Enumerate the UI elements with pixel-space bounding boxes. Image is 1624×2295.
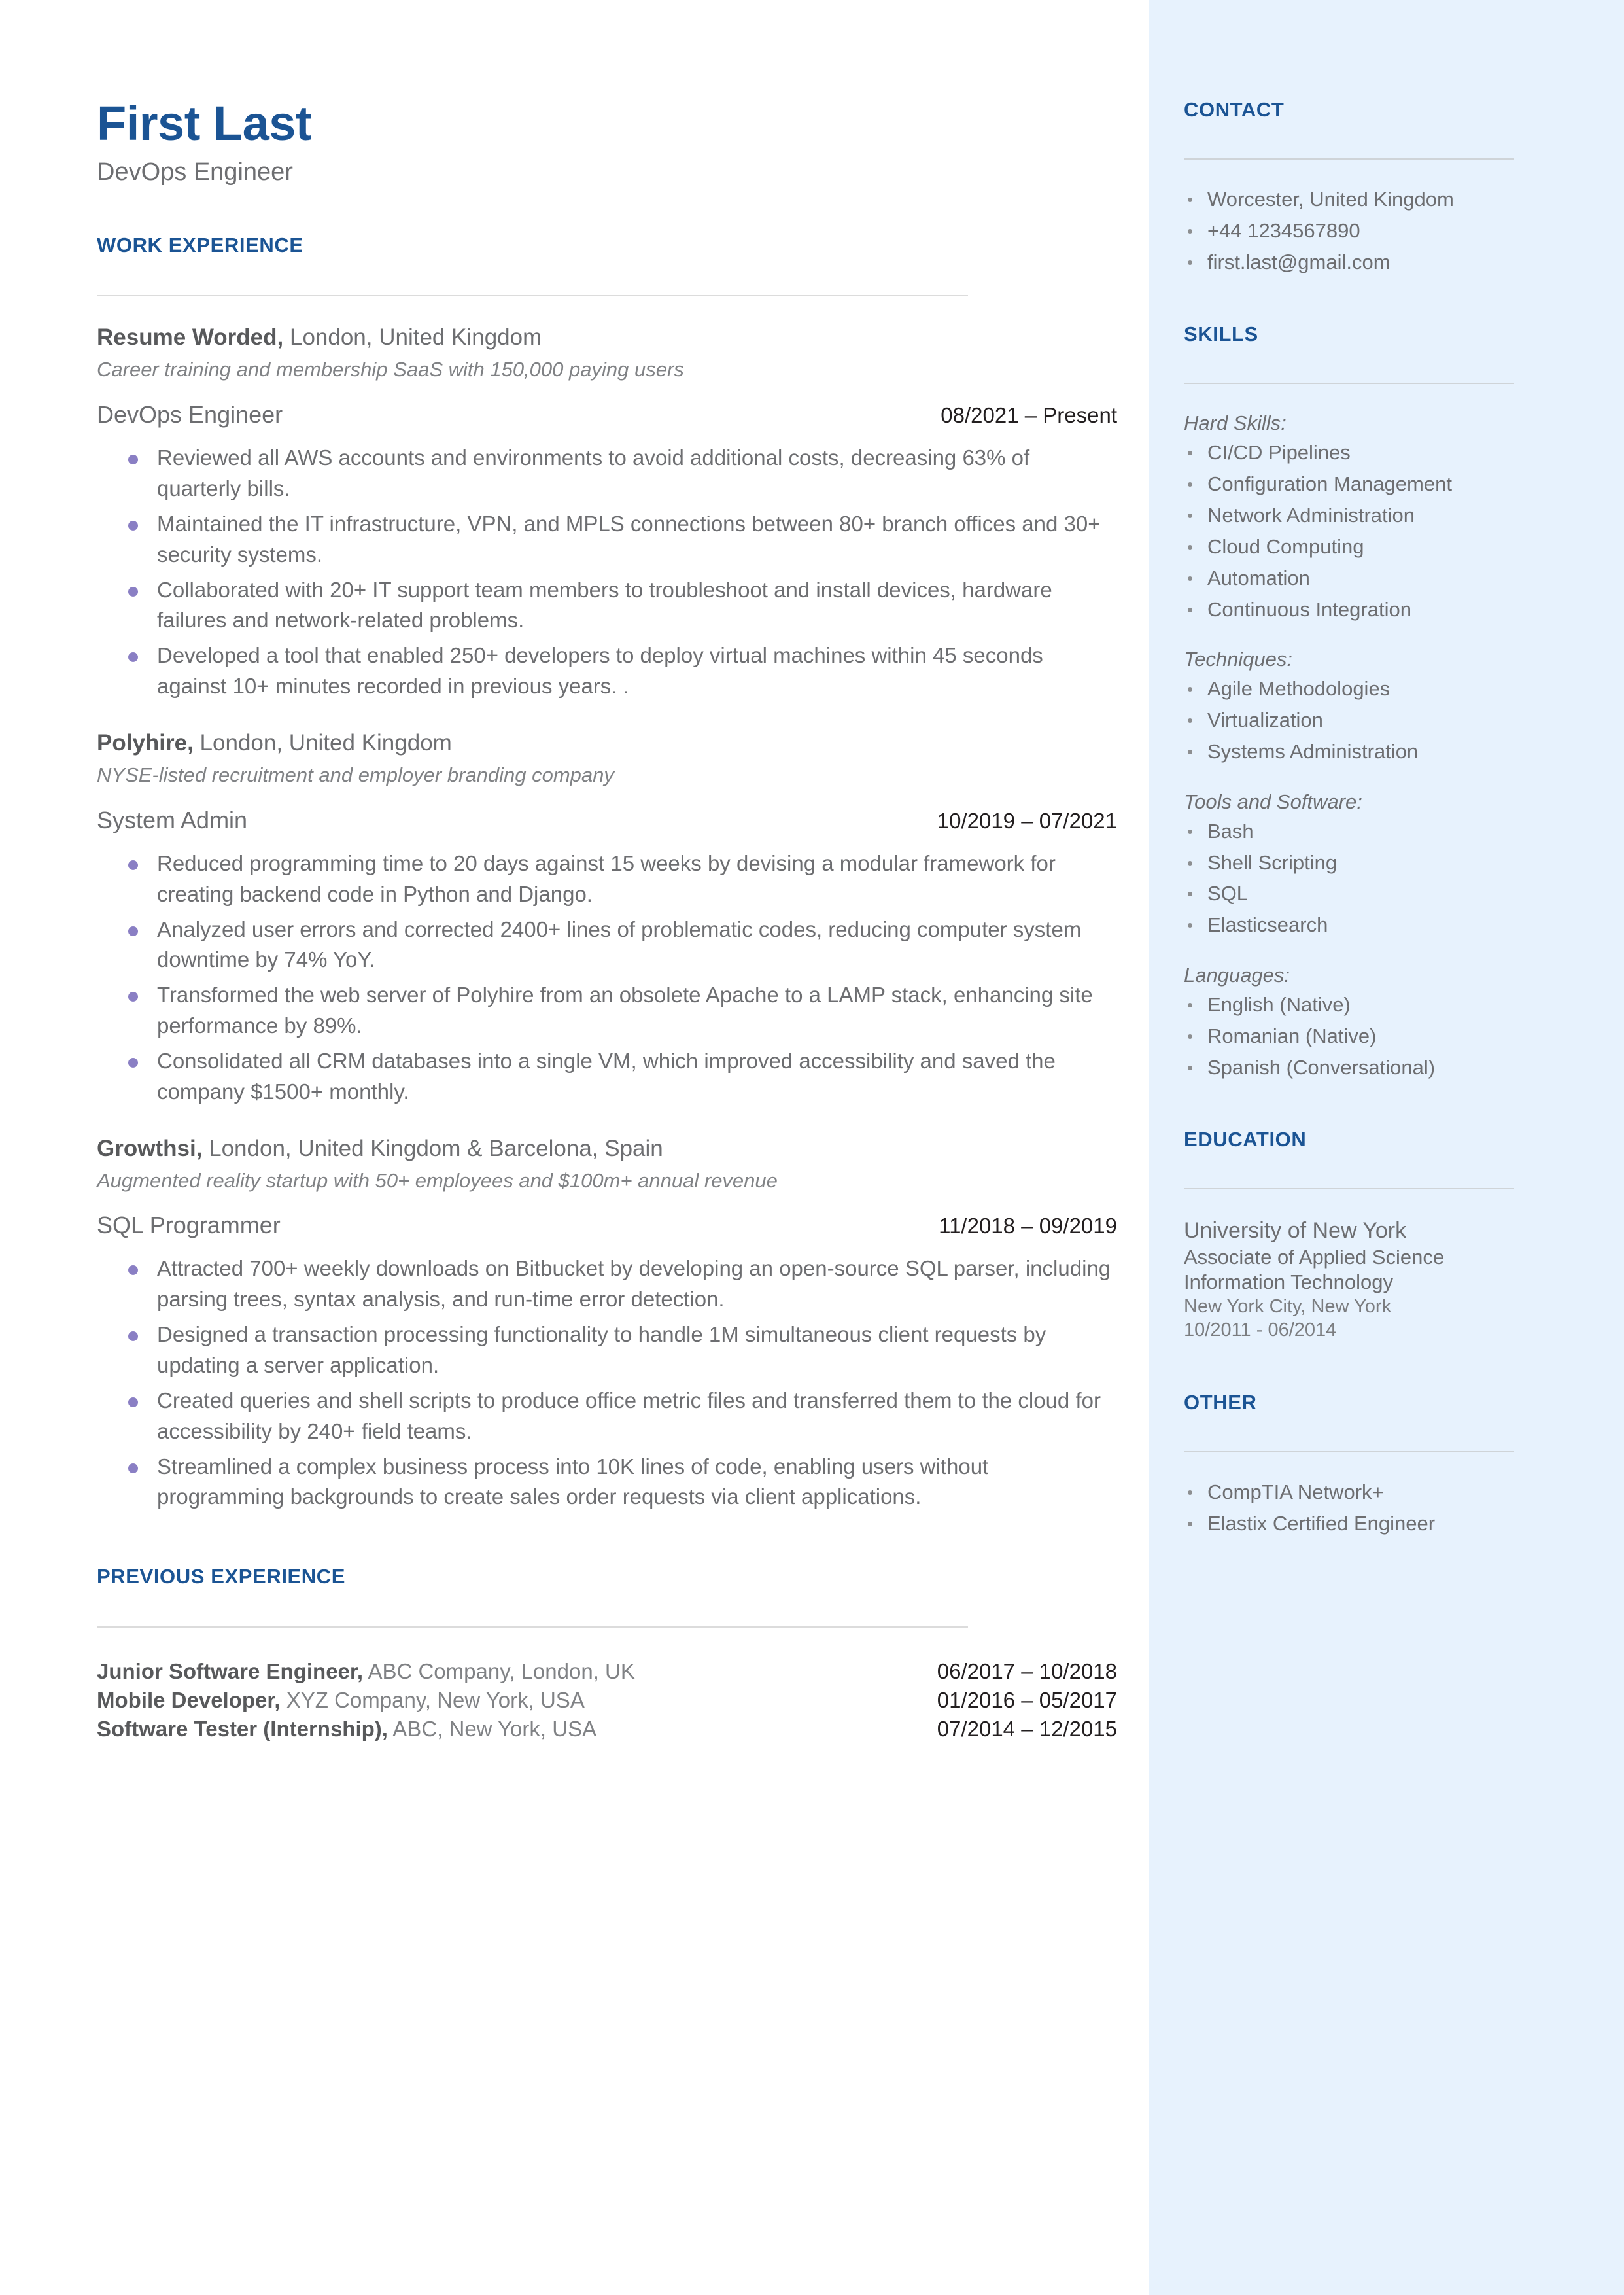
job-entry: [97, 324, 1117, 702]
contact-item: first.last@gmail.com: [1184, 250, 1580, 275]
previous-experience-detail: ABC, New York, USA: [387, 1717, 597, 1742]
skill-group-label: Tools and Software:: [1184, 790, 1362, 813]
achievement-list: [97, 849, 1117, 1108]
company-description: Career training and membership SaaS with 150,000 paying users: [97, 358, 684, 381]
achievement-list: [97, 1253, 1117, 1513]
achievement-item: Analyzed user errors and corrected 2400+ lines of problematic codes, reducing computer system downtime by 74% YoY.: [97, 915, 1117, 976]
section-heading-work-experience: WORK EXPERIENCE: [97, 234, 303, 257]
achievement-item: Collaborated with 20+ IT support team members to troubleshoot and install devices, hardware failures and network-related problems.: [97, 575, 1117, 637]
achievement-item: Reviewed all AWS accounts and environments to avoid additional costs, decreasing 63% of quarterly bills.: [97, 443, 1117, 504]
divider: [1184, 1451, 1514, 1452]
contact-item: Worcester, United Kingdom: [1184, 187, 1580, 212]
previous-experience-role: [97, 1659, 635, 1684]
work-experience-list: [97, 324, 1117, 1513]
role-title: System Admin: [97, 806, 248, 833]
previous-experience-list: [97, 1659, 1117, 1742]
achievement-item: Attracted 700+ weekly downloads on Bitbucket by developing an open-source SQL parser, including parsing trees, syntax analysis, and run-time error detection.: [97, 1253, 1117, 1315]
achievement-item: Created queries and shell scripts to produce office metric files and transferred them to the cloud for accessibility by 240+ field teams.: [97, 1386, 1117, 1447]
skill-item: SQL: [1184, 881, 1580, 906]
skill-item: CI/CD Pipelines: [1184, 440, 1580, 465]
skill-item-list: [1184, 440, 1580, 622]
skill-group: [1184, 412, 1580, 622]
company-name: Resume Worded,: [97, 324, 284, 351]
company-name: Polyhire,: [97, 730, 194, 756]
skill-item: Continuous Integration: [1184, 597, 1580, 622]
sidebar-heading-other: OTHER: [1184, 1390, 1257, 1414]
education-entry: [1184, 1217, 1580, 1342]
skill-item-list: [1184, 676, 1580, 763]
role-title: SQL Programmer: [97, 1212, 281, 1239]
divider: [97, 295, 968, 296]
job-entry: [97, 1135, 1117, 1513]
role-row: [97, 807, 1117, 834]
company-description: NYSE-listed recruitment and employer branding company: [97, 763, 614, 787]
skill-item-list: [1184, 819, 1580, 937]
sidebar: [1149, 0, 1624, 2295]
education-school: University of New York: [1184, 1218, 1407, 1244]
achievement-list: [97, 443, 1117, 702]
sidebar-heading-contact: CONTACT: [1184, 98, 1285, 121]
job-entry: [97, 729, 1117, 1108]
skill-item-list: [1184, 992, 1580, 1079]
education-degree: Associate of Applied Science: [1184, 1245, 1445, 1269]
role-dates: 11/2018 – 09/2019: [939, 1214, 1117, 1238]
previous-experience-detail: ABC Company, London, UK: [363, 1659, 635, 1684]
skill-item: Bash: [1184, 819, 1580, 844]
previous-experience-dates: 01/2016 – 05/2017: [937, 1688, 1117, 1713]
skill-group-label: Hard Skills:: [1184, 412, 1287, 435]
education-field: Information Technology: [1184, 1270, 1393, 1294]
skill-item: Spanish (Conversational): [1184, 1055, 1580, 1080]
company-name: Growthsi,: [97, 1135, 203, 1161]
divider: [97, 1626, 968, 1628]
other-list: [1184, 1480, 1580, 1536]
achievement-item: Maintained the IT infrastructure, VPN, and MPLS connections between 80+ branch offices and 30+ security systems.: [97, 509, 1117, 570]
company-line: [97, 1135, 1117, 1163]
other-item: Elastix Certified Engineer: [1184, 1511, 1580, 1536]
skill-item: Cloud Computing: [1184, 534, 1580, 559]
achievement-item: Transformed the web server of Polyhire from an obsolete Apache to a LAMP stack, enhancing site performance by 89%.: [97, 980, 1117, 1042]
skill-group: [1184, 790, 1580, 937]
previous-experience-dates: 06/2017 – 10/2018: [937, 1659, 1117, 1684]
sidebar-heading-skills: SKILLS: [1184, 323, 1258, 346]
education-dates: 10/2011 - 06/2014: [1184, 1319, 1337, 1340]
role-row: [97, 1212, 1117, 1239]
role-row: [97, 401, 1117, 429]
company-line: [97, 729, 1117, 757]
skill-group-label: Languages:: [1184, 964, 1290, 987]
company-description: Augmented reality startup with 50+ employees and $100m+ annual revenue: [97, 1168, 778, 1192]
skill-group: [1184, 648, 1580, 763]
previous-experience-row: [97, 1659, 1117, 1684]
previous-experience-role: [97, 1717, 596, 1742]
previous-experience-dates: 07/2014 – 12/2015: [937, 1717, 1117, 1742]
skill-item: Virtualization: [1184, 708, 1580, 733]
skill-group: [1184, 964, 1580, 1079]
achievement-item: Reduced programming time to 20 days against 15 weeks by devising a modular framework for creating backend code in Python and Django.: [97, 849, 1117, 910]
divider: [1184, 383, 1514, 384]
skills-list: [1184, 412, 1580, 1079]
role-title: DevOps Engineer: [97, 401, 283, 429]
skill-item: Elasticsearch: [1184, 913, 1580, 937]
skill-item: English (Native): [1184, 992, 1580, 1017]
achievement-item: Developed a tool that enabled 250+ developers to deploy virtual machines within 45 seconds against 10+ minutes recorded in previous years. .: [97, 640, 1117, 702]
other-item: CompTIA Network+: [1184, 1480, 1580, 1505]
previous-experience-row: [97, 1688, 1117, 1713]
sidebar-heading-education: EDUCATION: [1184, 1128, 1307, 1151]
header-job-title: DevOps Engineer: [97, 158, 293, 186]
divider: [1184, 1188, 1514, 1189]
achievement-item: Streamlined a complex business process into 10K lines of code, enabling users without programming backgrounds to create sales order requests via client applications.: [97, 1452, 1117, 1513]
company-location: London, United Kingdom & Barcelona, Spain: [202, 1135, 663, 1161]
previous-experience-role-name: Mobile Developer,: [97, 1688, 281, 1713]
section-heading-previous-experience: PREVIOUS EXPERIENCE: [97, 1565, 346, 1588]
previous-experience-role-name: Junior Software Engineer,: [97, 1659, 364, 1684]
previous-experience-role-name: Software Tester (Internship),: [97, 1717, 388, 1742]
role-dates: 10/2019 – 07/2021: [937, 808, 1117, 833]
skill-item: Agile Methodologies: [1184, 676, 1580, 701]
skill-item: Romanian (Native): [1184, 1024, 1580, 1049]
achievement-item: Designed a transaction processing functionality to handle 1M simultaneous client requests by updating a server application.: [97, 1320, 1117, 1381]
previous-experience-role: [97, 1688, 585, 1713]
company-location: London, United Kingdom: [193, 730, 452, 756]
skill-item: Systems Administration: [1184, 739, 1580, 764]
page-title: First Last: [97, 96, 312, 150]
company-location: London, United Kingdom: [283, 324, 542, 351]
previous-experience-row: [97, 1717, 1117, 1742]
skill-item: Configuration Management: [1184, 472, 1580, 497]
achievement-item: Consolidated all CRM databases into a single VM, which improved accessibility and saved the company $1500+ monthly.: [97, 1046, 1117, 1108]
skill-item: Automation: [1184, 566, 1580, 591]
contact-item: +44 1234567890: [1184, 219, 1580, 243]
skill-group-label: Techniques:: [1184, 648, 1293, 671]
divider: [1184, 158, 1514, 160]
skill-item: Network Administration: [1184, 503, 1580, 528]
role-dates: 08/2021 – Present: [941, 403, 1117, 428]
contact-list: [1184, 187, 1580, 274]
skill-item: Shell Scripting: [1184, 850, 1580, 875]
company-line: [97, 324, 1117, 351]
education-location: New York City, New York: [1184, 1295, 1391, 1317]
previous-experience-detail: XYZ Company, New York, USA: [280, 1688, 585, 1713]
